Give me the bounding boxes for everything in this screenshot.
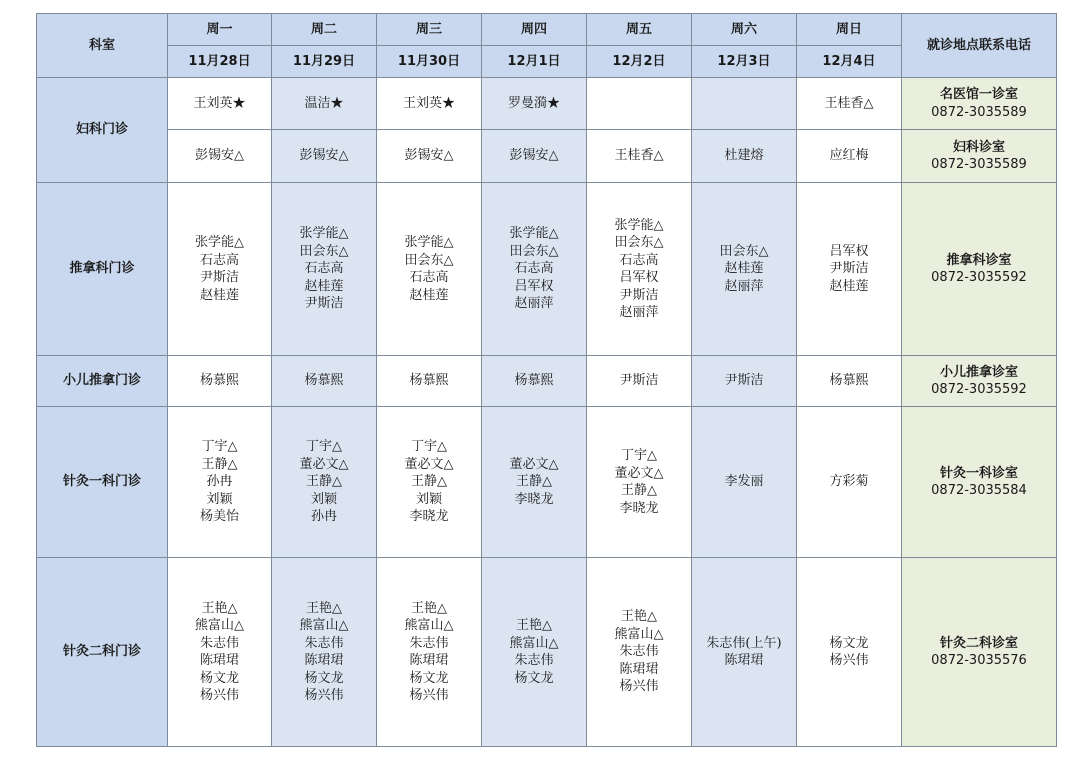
doctor-cell: [587, 130, 692, 183]
doctor-name: 彭锡安△: [509, 148, 559, 164]
doctor-name: 石志高: [199, 252, 239, 268]
doctor-name: 王桂香△: [824, 95, 874, 111]
doctor-cell: [587, 407, 692, 558]
doctor-cell: [377, 130, 482, 183]
weekday-row: [37, 14, 1057, 46]
doctor-name: 陈珺珺: [409, 653, 449, 668]
weekday-header: 周六: [692, 14, 797, 46]
doctor-name: 熊富山△: [404, 618, 454, 633]
doctor-name: 尹斯洁: [619, 287, 659, 303]
doctor-name: 丁宇△: [306, 439, 342, 455]
doctor-name: 杨兴伟: [619, 679, 659, 695]
doctor-name: 朱志伟: [304, 635, 344, 651]
doctor-name: 温洁★: [304, 95, 344, 111]
phone-number: 0872-3035592: [931, 382, 1027, 397]
doctor-cell: [377, 558, 482, 747]
date-header: 12月1日: [482, 46, 587, 78]
doctor-name: 李晓龙: [514, 491, 554, 507]
doctor-cell: [482, 183, 587, 356]
clinic-schedule-table: [36, 13, 1057, 747]
weekday-header: 周一: [168, 14, 272, 46]
table-row: [37, 78, 1057, 130]
phone-number: 0872-3035576: [931, 653, 1027, 668]
doctor-name: 张学能△: [299, 226, 349, 242]
doctor-cell: [482, 356, 587, 407]
doctor-name: 吕军权: [619, 270, 659, 285]
date-header: 11月29日: [272, 46, 377, 78]
weekday-header: 周二: [272, 14, 377, 46]
doctor-cell: [797, 558, 902, 747]
doctor-name: 王桂香△: [614, 148, 664, 164]
doctor-name: 田会东△: [404, 252, 454, 268]
doctor-name: 赵桂莲: [409, 287, 449, 303]
doctor-name: 陈珺珺: [619, 661, 659, 677]
doctor-cell: [272, 130, 377, 183]
doctor-name: 丁宇△: [621, 448, 657, 463]
doctor-cell: [272, 183, 377, 356]
doctor-name: 朱志伟(上午): [706, 635, 782, 651]
doctor-name: 陈珺珺: [199, 653, 239, 668]
doctor-name: 丁宇△: [201, 439, 238, 455]
clinic-room: 名医馆一诊室: [939, 87, 1018, 102]
doctor-cell: [168, 78, 272, 130]
doctor-name: 刘颖: [415, 491, 442, 507]
doctor-cell: [692, 407, 797, 558]
doctor-name: 石志高: [619, 252, 659, 268]
doctor-name: 杨兴伟: [304, 688, 344, 703]
weekday-header: 周五: [587, 14, 692, 46]
doctor-cell: [272, 356, 377, 407]
department-name: 针灸一科门诊: [37, 407, 168, 558]
doctor-name: 朱志伟: [199, 635, 239, 651]
doctor-name: 张学能△: [195, 235, 244, 250]
department-header: 科室: [37, 14, 168, 78]
doctor-name: 杜建熔: [724, 148, 764, 164]
doctor-cell: [797, 407, 902, 558]
doctor-name: 孙冉: [206, 474, 233, 490]
table-row: [37, 130, 1057, 183]
doctor-cell: [692, 558, 797, 747]
doctor-name: 熊富山△: [509, 635, 559, 651]
doctor-name: 杨兴伟: [409, 688, 449, 703]
doctor-name: 杨文龙: [409, 670, 449, 686]
doctor-name: 彭锡安△: [195, 148, 244, 164]
doctor-name: 刘颖: [206, 491, 233, 507]
doctor-name: 朱志伟: [619, 644, 659, 660]
doctor-name: 尹斯洁: [619, 373, 659, 389]
doctor-name: 张学能△: [614, 217, 664, 233]
doctor-name: 张学能△: [509, 226, 559, 242]
doctor-name: 杨慕熙: [409, 373, 449, 389]
doctor-name: 尹斯洁: [304, 296, 344, 312]
doctor-name: 赵桂莲: [724, 261, 764, 277]
doctor-name: 赵丽萍: [619, 305, 659, 320]
department-name: 推拿科门诊: [37, 183, 168, 356]
table-row: [37, 356, 1057, 407]
doctor-name: 王刘英★: [402, 95, 455, 111]
doctor-cell: [272, 78, 377, 130]
doctor-name: 熊富山△: [299, 618, 349, 633]
doctor-cell: [482, 130, 587, 183]
doctor-cell: [272, 407, 377, 558]
contact-cell: [902, 183, 1057, 356]
table-row: [37, 558, 1057, 747]
contact-header: 就诊地点联系电话: [902, 14, 1057, 78]
table-row: [37, 407, 1057, 558]
table-row: [37, 183, 1057, 356]
doctor-name: 王艳△: [516, 618, 552, 633]
doctor-name: 杨美怡: [199, 509, 239, 525]
doctor-name: 董必文△: [509, 456, 559, 472]
doctor-name: 董必文△: [614, 465, 664, 481]
phone-number: 0872-3035592: [931, 270, 1027, 285]
doctor-name: 尹斯洁: [724, 373, 764, 389]
doctor-name: 尹斯洁: [829, 261, 869, 277]
doctor-name: 方彩菊: [829, 474, 869, 490]
doctor-cell: [482, 78, 587, 130]
doctor-name: 陈珺珺: [724, 653, 764, 668]
doctor-name: 彭锡安△: [404, 148, 454, 164]
doctor-name: 应红梅: [829, 148, 869, 164]
clinic-room: 妇科诊室: [952, 139, 1005, 155]
contact-cell: [902, 78, 1057, 130]
doctor-name: 朱志伟: [409, 635, 449, 651]
date-header: 12月4日: [797, 46, 902, 78]
doctor-name: 石志高: [514, 261, 554, 277]
doctor-name: 王刘英★: [193, 95, 246, 111]
doctor-name: 田会东△: [614, 235, 664, 250]
doctor-name: 杨文龙: [304, 670, 344, 686]
department-name: 妇科门诊: [37, 78, 168, 183]
doctor-name: 陈珺珺: [304, 653, 344, 668]
doctor-cell: [377, 78, 482, 130]
doctor-cell: [692, 356, 797, 407]
doctor-cell: [692, 130, 797, 183]
doctor-cell: [168, 558, 272, 747]
doctor-name: 李晓龙: [409, 509, 449, 525]
doctor-name: 尹斯洁: [199, 270, 239, 285]
doctor-name: 赵桂莲: [304, 278, 344, 294]
doctor-name: 王静△: [201, 456, 238, 472]
weekday-header: 周三: [377, 14, 482, 46]
doctor-name: 赵丽萍: [514, 296, 554, 312]
doctor-name: 赵丽萍: [724, 278, 764, 294]
doctor-name: 王静△: [411, 474, 447, 490]
doctor-name: 赵桂莲: [829, 278, 869, 294]
doctor-name: 田会东△: [299, 243, 349, 259]
doctor-name: 李晓龙: [619, 500, 659, 516]
date-header: 11月28日: [168, 46, 272, 78]
date-header: 11月30日: [377, 46, 482, 78]
doctor-cell: [797, 130, 902, 183]
doctor-cell: [797, 78, 902, 130]
contact-cell: [902, 558, 1057, 747]
doctor-name: 杨慕熙: [829, 373, 869, 389]
doctor-cell: [377, 356, 482, 407]
doctor-name: 杨慕熙: [514, 373, 554, 389]
doctor-name: 丁宇△: [411, 439, 447, 455]
doctor-name: 杨文龙: [829, 635, 869, 651]
doctor-cell: [587, 183, 692, 356]
doctor-name: 赵桂莲: [199, 287, 239, 303]
weekday-header: 周四: [482, 14, 587, 46]
phone-number: 0872-3035589: [931, 104, 1027, 120]
date-header: 12月3日: [692, 46, 797, 78]
doctor-cell: [377, 407, 482, 558]
doctor-cell: [168, 356, 272, 407]
doctor-name: 石志高: [304, 261, 344, 277]
contact-cell: [902, 356, 1057, 407]
phone-number: 0872-3035589: [931, 157, 1027, 172]
doctor-cell: [692, 78, 797, 130]
doctor-name: 刘颖: [310, 491, 337, 507]
doctor-cell: [482, 407, 587, 558]
clinic-room: 小儿推拿诊室: [939, 364, 1018, 380]
doctor-cell: [797, 183, 902, 356]
doctor-name: 王静△: [306, 474, 342, 490]
contact-cell: [902, 130, 1057, 183]
doctor-cell: [377, 183, 482, 356]
doctor-cell: [168, 183, 272, 356]
doctor-name: 熊富山△: [195, 618, 244, 633]
doctor-name: 彭锡安△: [299, 148, 349, 164]
doctor-name: 王艳△: [306, 600, 342, 616]
doctor-name: 王静△: [621, 483, 657, 498]
doctor-cell: [692, 183, 797, 356]
doctor-name: 李发丽: [724, 474, 764, 490]
department-name: 针灸二科门诊: [37, 558, 168, 747]
phone-number: 0872-3035584: [931, 483, 1027, 498]
doctor-name: 孙冉: [310, 509, 337, 525]
doctor-name: 熊富山△: [614, 626, 664, 642]
doctor-name: 杨慕熙: [304, 373, 344, 389]
doctor-cell: [168, 407, 272, 558]
doctor-name: 朱志伟: [514, 653, 554, 668]
doctor-cell: [482, 558, 587, 747]
doctor-name: 杨文龙: [514, 670, 554, 686]
clinic-room: 针灸二科诊室: [939, 635, 1018, 651]
schedule-body: [37, 78, 1057, 747]
doctor-cell: [587, 356, 692, 407]
table-header: [37, 14, 1057, 78]
doctor-name: 杨兴伟: [199, 688, 239, 703]
doctor-name: 杨慕熙: [199, 373, 239, 389]
doctor-name: 杨兴伟: [829, 653, 869, 668]
doctor-name: 石志高: [409, 270, 449, 285]
doctor-name: 罗曼漪★: [507, 95, 560, 111]
doctor-name: 张学能△: [404, 235, 454, 250]
doctor-cell: [168, 130, 272, 183]
contact-cell: [902, 407, 1057, 558]
doctor-name: 董必文△: [404, 456, 454, 472]
clinic-room: 推拿科诊室: [946, 252, 1012, 268]
doctor-name: 田会东△: [719, 243, 769, 259]
doctor-name: 王艳△: [411, 600, 447, 616]
doctor-cell: [587, 78, 692, 130]
date-header: 12月2日: [587, 46, 692, 78]
doctor-cell: [587, 558, 692, 747]
doctor-name: 杨文龙: [199, 670, 239, 686]
doctor-name: 田会东△: [509, 243, 559, 259]
doctor-cell: [797, 356, 902, 407]
doctor-name: 董必文△: [299, 456, 349, 472]
doctor-name: 王静△: [516, 474, 552, 490]
doctor-name: 吕军权: [829, 243, 869, 259]
doctor-cell: [272, 558, 377, 747]
doctor-name: 吕军权: [514, 278, 554, 294]
doctor-name: 王艳△: [201, 600, 238, 616]
doctor-name: 王艳△: [621, 609, 657, 625]
department-name: 小儿推拿门诊: [37, 356, 168, 407]
weekday-header: 周日: [797, 14, 902, 46]
clinic-room: 针灸一科诊室: [939, 465, 1018, 481]
